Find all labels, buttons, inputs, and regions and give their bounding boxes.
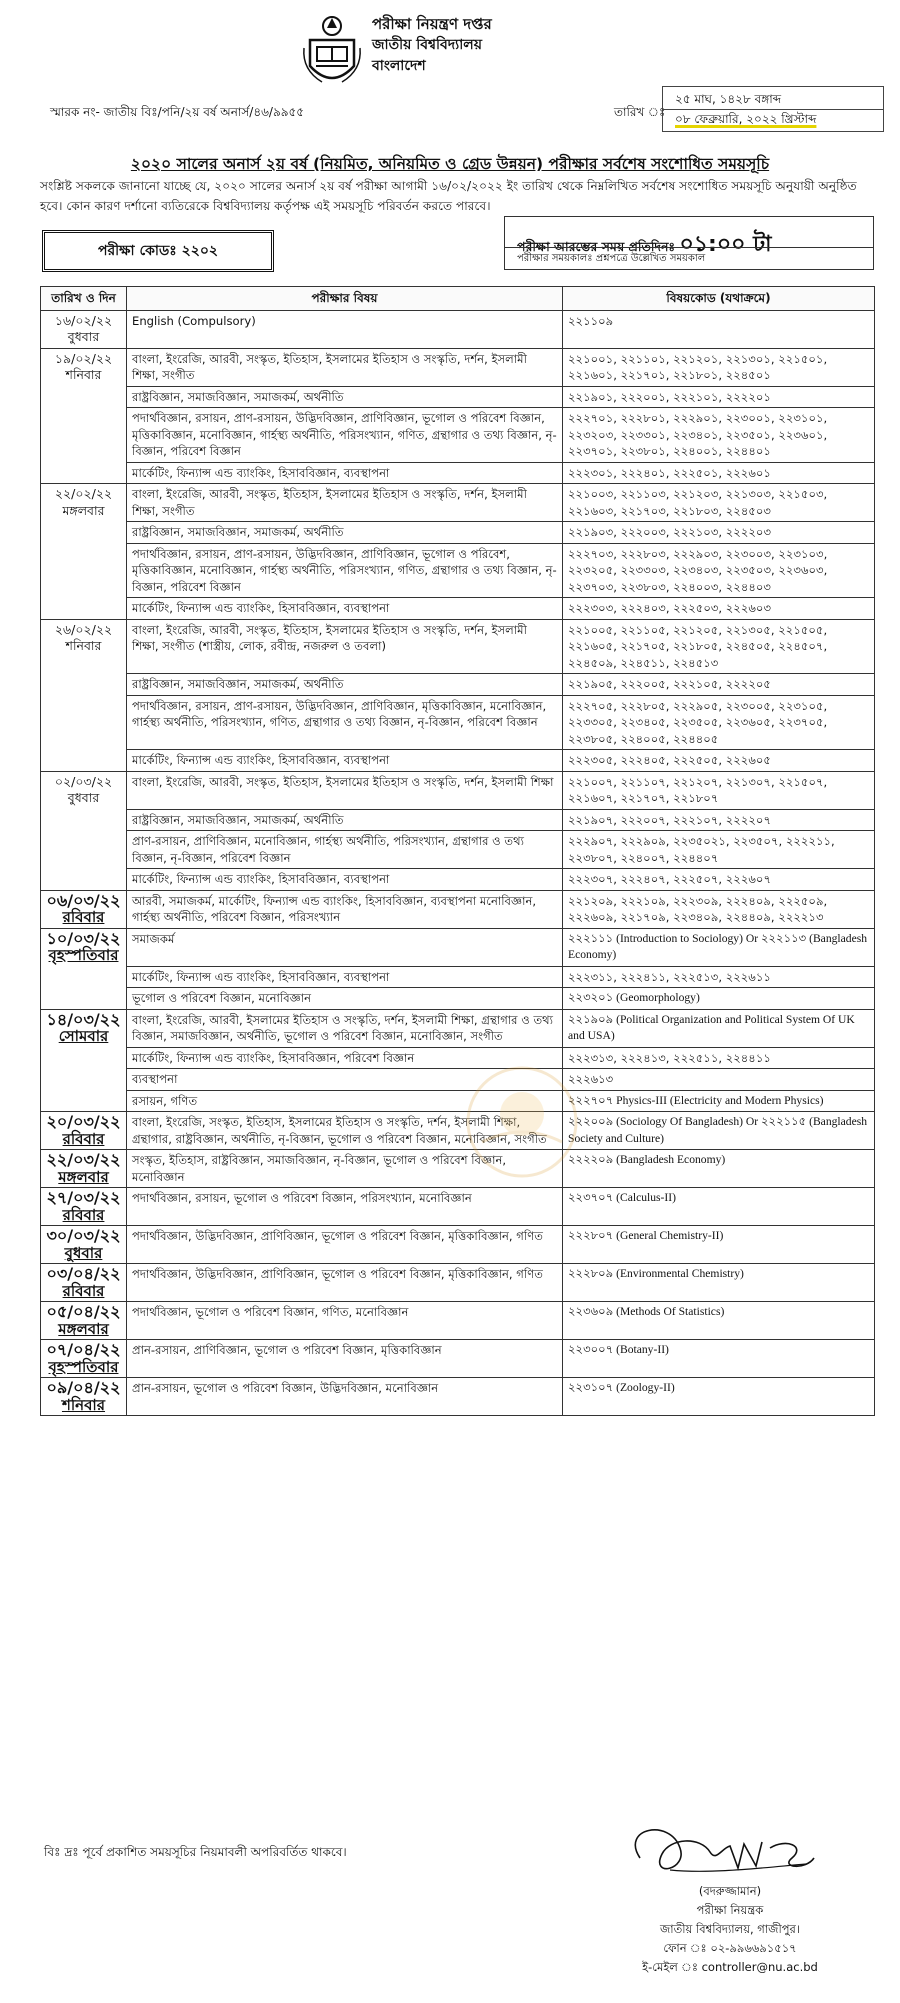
- exam-date: ২২/০২/২২: [54, 486, 113, 501]
- subject-cell: আরবী, সমাজকর্ম, মার্কেটিং, ফিন্যান্স এন্ড ব্যাংকিং, হিসাববিজ্ঞান, ব্যবস্থাপনা মনোবিজ্ঞান, গার্হস্থ্য অর্থনীতি, পরিবেশ বিজ্ঞান, পরিসংখ্যান: [127, 890, 563, 928]
- office-name-block: [372, 14, 492, 77]
- subject-code-cell: ২২২৮০৯ (Environmental Chemistry): [563, 1264, 875, 1302]
- date-cell: [41, 1226, 127, 1264]
- date-cell: [41, 619, 127, 771]
- date-cell: [41, 348, 127, 484]
- subject-code-cell: ২২২৮০৭ (General Chemistry-II): [563, 1226, 875, 1264]
- subject-cell: ব্যবস্থাপনা: [127, 1069, 563, 1091]
- exam-day: রবিবার: [62, 1129, 105, 1148]
- table-row: [41, 1378, 875, 1416]
- subject-cell: পদার্থবিজ্ঞান, রসায়ন, প্রাণ-রসায়ন, উদ্ভিদবিজ্ঞান, প্রাণিবিজ্ঞান, ভূগোল ও পরিবেশ বিজ্ঞান, মৃত্তিকাবিজ্ঞান, মনোবিজ্ঞান, গার্হস্থ্য অর্থনীতি, পরিসংখ্যান, গণিত, গ্রন্থাগার ও তথ্য বিজ্ঞান, নৃ-বিজ্ঞান, পরিবেশ বিজ্ঞান: [127, 408, 563, 463]
- exam-day: বুধবার: [67, 790, 100, 805]
- subject-cell: পদার্থবিজ্ঞান, ভূগোল ও পরিবেশ বিজ্ঞান, গণিত, মনোবিজ্ঞান: [127, 1302, 563, 1340]
- subject-code-cell: ২২২৭০৩, ২২২৮০৩, ২২২৯০৩, ২২৩০০৩, ২২৩১০৩, ২২৩২০৫, ২২৩৩০৩, ২২৩৪০৩, ২২৩৫০৩, ২২৩৬০৩, ২২৩৭০৩, ২২৩৮০৩, ২২৪০০৩, ২২৪৪০৩: [563, 543, 875, 598]
- exam-date: ২২/০৩/২২: [46, 1150, 121, 1169]
- header-subject: পরীক্ষার বিষয়: [127, 287, 563, 311]
- subject-code-cell: ২২২৭০১, ২২২৮০১, ২২২৯০১, ২২৩০০১, ২২৩১০১, ২২৩২০৩, ২২৩৩০১, ২২৩৪০১, ২২৩৫০১, ২২৩৬০১, ২২৩৭০১, ২২৩৮০১, ২২৪০০১, ২২৪৪০১: [563, 408, 875, 463]
- subject-code-cell: ২২৩১০৭ (Zoology-II): [563, 1378, 875, 1416]
- subject-code-cell: ২২১৯০৫, ২২২০০৫, ২২২১০৫, ২২২২০৫: [563, 674, 875, 696]
- subject-code-cell: ২২২৭০৭ Physics-III (Electricity and Modern Physics): [563, 1090, 875, 1112]
- date-english: ০৮ ফেব্রুয়ারি, ২০২২ খ্রিস্টাব্দ: [675, 112, 817, 126]
- subject-cell: বাংলা, ইংরেজি, আরবী, সংস্কৃত, ইতিহাস, ইসলামের ইতিহাস ও সংস্কৃতি, দর্শন, ইসলামী শিক্ষা, সংগীত: [127, 348, 563, 386]
- date-cell: [41, 484, 127, 620]
- schedule-title: ২০২০ সালের অনার্স ২য় বর্ষ (নিয়মিত, অনিয়মিত ও গ্রেড উন্নয়ন) পরীক্ষার সর্বশেষ সংশোধিত সময়সূচি: [130, 155, 770, 173]
- university-logo-icon: [300, 14, 364, 90]
- subject-code-cell: ২২৩২০১ (Geomorphology): [563, 988, 875, 1010]
- exam-date: ০৬/০৩/২২: [46, 890, 121, 910]
- subject-cell: রাষ্ট্রবিজ্ঞান, সমাজবিজ্ঞান, সমাজকর্ম, অর্থনীতি: [127, 522, 563, 544]
- subject-code-cell: ২২২৩০১, ২২২৪০১, ২২২৫০১, ২২২৬০১: [563, 462, 875, 484]
- date-cell: [41, 890, 127, 928]
- table-row: [41, 869, 875, 891]
- exam-day: রবিবার: [62, 1205, 105, 1224]
- signatory-phone: ফোন ঃ ০২-৯৯৬৬৯১৫১৭: [663, 1941, 797, 1955]
- subject-code-cell: ২২২১১১ (Introduction to Sociology) Or ২২২১১৩ (Bangladesh Economy): [563, 928, 875, 966]
- table-row: [41, 831, 875, 869]
- subject-code-cell: ২২২৯০৭, ২২২৯০৯, ২২৩৫০২১, ২২৩৫০৭, ২২২২১১, ২২৩৮০৭, ২২৪০০৭, ২২৪৪০৭: [563, 831, 875, 869]
- signatory-name: (বদরুজ্জামান): [698, 1884, 762, 1898]
- exam-day: শনিবার: [65, 367, 102, 382]
- subject-cell: সংস্কৃত, ইতিহাস, রাষ্ট্রবিজ্ঞান, সমাজবিজ্ঞান, নৃ-বিজ্ঞান, ভূগোল ও পরিবেশ বিজ্ঞান, মনোবিজ্ঞান: [127, 1150, 563, 1188]
- subject-cell: বাংলা, ইংরেজি, সংস্কৃত, ইতিহাস, ইসলামের ইতিহাস ও সংস্কৃতি, দর্শন, ইসলামী শিক্ষা, গ্রন্থাগার, রাষ্ট্রবিজ্ঞান, অর্থনীতি, নৃ-বিজ্ঞান, ভূগোল ও পরিবেশ বিজ্ঞান, মনোবিজ্ঞান, সংগীত: [127, 1112, 563, 1150]
- exam-date: ২৬/০২/২২: [54, 621, 113, 637]
- table-row: [41, 1112, 875, 1150]
- subject-cell: পদার্থবিজ্ঞান, উদ্ভিদবিজ্ঞান, প্রাণিবিজ্ঞান, ভূগোল ও পরিবেশ বিজ্ঞান, মৃত্তিকাবিজ্ঞান, গণিত: [127, 1264, 563, 1302]
- date-cell: [41, 1009, 127, 1112]
- table-row: [41, 484, 875, 522]
- subject-code-cell: ২২২৩১১, ২২২৪১১, ২২২৫১৩, ২২২৬১১: [563, 966, 875, 988]
- subject-cell: মার্কেটিং, ফিন্যান্স এন্ড ব্যাংকিং, হিসাববিজ্ঞান, পরিবেশ বিজ্ঞান: [127, 1047, 563, 1069]
- letterhead: [0, 8, 900, 92]
- subject-cell: বাংলা, ইংরেজি, আরবী, ইসলামের ইতিহাস ও সংস্কৃতি, দর্শন, ইসলামী শিক্ষা, গ্রন্থাগার ও তথ্য বিজ্ঞান, সমাজবিজ্ঞান, অর্থনীতি, ভূগোল ও পরিবেশ বিজ্ঞান, মনোবিজ্ঞান, সংগীত: [127, 1009, 563, 1047]
- table-row: [41, 771, 875, 809]
- table-row: [41, 695, 875, 750]
- exam-day: বুধবার: [67, 329, 100, 344]
- subject-cell: মার্কেটিং, ফিন্যান্স এন্ড ব্যাংকিং, হিসাববিজ্ঞান, ব্যবস্থাপনা: [127, 750, 563, 772]
- subject-cell: পদার্থবিজ্ঞান, উদ্ভিদবিজ্ঞান, প্রাণিবিজ্ঞান, ভূগোল ও পরিবেশ বিজ্ঞান, মৃত্তিকাবিজ্ঞান, গণিত: [127, 1226, 563, 1264]
- subject-cell: সমাজকর্ম: [127, 928, 563, 966]
- subject-cell: মার্কেটিং, ফিন্যান্স এন্ড ব্যাংকিং, হিসাববিজ্ঞান, ব্যবস্থাপনা: [127, 462, 563, 484]
- subject-code-cell: ২২১০০১, ২২১১০১, ২২১২০১, ২২১৩০১, ২২১৫০১, ২২১৬০১, ২২১৭০১, ২২১৮০১, ২২৪৫০১: [563, 348, 875, 386]
- subject-code-cell: ২২২২০৯ (Bangladesh Economy): [563, 1150, 875, 1188]
- subject-cell: মার্কেটিং, ফিন্যান্স এন্ড ব্যাংকিং, হিসাববিজ্ঞান, ব্যবস্থাপনা: [127, 869, 563, 891]
- table-row: [41, 750, 875, 772]
- memo-reference: স্মারক নং- জাতীয় বিঃ/পনি/২য় বর্ষ অনার্স/৪৬/৯৯৫৫: [50, 105, 305, 119]
- subject-cell: প্রান-রসায়ন, প্রাণিবিজ্ঞান, ভূগোল ও পরিবেশ বিজ্ঞান, মৃত্তিকাবিজ্ঞান: [127, 1340, 563, 1378]
- table-row: [41, 988, 875, 1010]
- exam-date: ০২/০৩/২২: [54, 773, 113, 789]
- subject-cell: রাষ্ট্রবিজ্ঞান, সমাজবিজ্ঞান, সমাজকর্ম, অর্থনীতি: [127, 386, 563, 408]
- date-cell: [41, 1150, 127, 1188]
- exam-day: বৃহস্পতিবার: [48, 1357, 119, 1376]
- subject-cell: প্রাণ-রসায়ন, প্রাণিবিজ্ঞান, মনোবিজ্ঞান, গার্হস্থ্য অর্থনীতি, পরিসংখ্যান, গ্রন্থাগার ও তথ্য বিজ্ঞান, নৃ-বিজ্ঞান, পরিবেশ বিজ্ঞান: [127, 831, 563, 869]
- date-cell: [41, 1188, 127, 1226]
- subject-cell: বাংলা, ইংরেজি, আরবী, সংস্কৃত, ইতিহাস, ইসলামের ইতিহাস ও সংস্কৃতি, দর্শন, ইসলামী শিক্ষা: [127, 771, 563, 809]
- exam-day: শনিবার: [65, 638, 102, 653]
- watermark-logo-icon: [462, 1062, 582, 1182]
- table-row: [41, 1150, 875, 1188]
- university-name: জাতীয় বিশ্ববিদ্যালয়: [372, 37, 482, 53]
- exam-date: ০৯/০৪/২২: [46, 1378, 121, 1397]
- exam-time-value: ০১:০০ টা: [679, 232, 772, 257]
- table-row: [41, 598, 875, 620]
- footnote: বিঃ দ্রঃ পূর্বে প্রকাশিত সময়সূচির নিয়মাবলী অপরিবর্তিত থাকবে।: [44, 1845, 347, 1859]
- date-cell: [41, 310, 127, 348]
- subject-code-cell: ২২১৯০৯ (Political Organization and Political System Of UK and USA): [563, 1009, 875, 1047]
- exam-day: মঙ্গলবার: [58, 1319, 109, 1338]
- table-row: [41, 966, 875, 988]
- office-name: পরীক্ষা নিয়ন্ত্রণ দপ্তর: [372, 15, 492, 33]
- subject-cell: রসায়ন, গণিত: [127, 1090, 563, 1112]
- exam-day: মঙ্গলবার: [62, 502, 105, 518]
- subject-code-cell: ২২২৩০৩, ২২২৪০৩, ২২২৫০৩, ২২২৬০৩: [563, 598, 875, 620]
- table-row: [41, 1090, 875, 1112]
- subject-code-cell: ২২১০০৩, ২২১১০৩, ২২১২০৩, ২২১৩০৩, ২২১৫০৩, ২২১৬০৩, ২২১৭০৩, ২২১৮০৩, ২২৪৫০৩: [563, 484, 875, 522]
- header-date: তারিখ ও দিন: [41, 287, 127, 311]
- exam-time-box: [504, 216, 874, 270]
- table-row: [41, 543, 875, 598]
- exam-day: বৃহস্পতিবার: [48, 946, 119, 964]
- table-row: [41, 619, 875, 674]
- exam-code-box: পরীক্ষা কোডঃ ২২০২: [42, 230, 274, 272]
- exam-date: ১৪/০৩/২২: [46, 1009, 121, 1029]
- subject-code-cell: ২২৩৭০৭ (Calculus-II): [563, 1188, 875, 1226]
- header-code: বিষয়কোড (যথাক্রমে): [563, 287, 875, 311]
- date-cell: [41, 1264, 127, 1302]
- subject-code-cell: ২২১৯০৭, ২২২০০৭, ২২২১০৭, ২২২২০৭: [563, 809, 875, 831]
- table-row: [41, 928, 875, 966]
- subject-cell: রাষ্ট্রবিজ্ঞান, সমাজবিজ্ঞান, সমাজকর্ম, অর্থনীতি: [127, 809, 563, 831]
- date-cell: [41, 1112, 127, 1150]
- subject-cell: ভূগোল ও পরিবেশ বিজ্ঞান, মনোবিজ্ঞান: [127, 988, 563, 1010]
- notice-text: সংশ্লিষ্ট সকলকে জানানো যাচ্ছে যে, ২০২০ সালের অনার্স ২য় বর্ষ পরীক্ষা আগামী ১৬/০২/২০২২ ইং তারিখ থেকে নিম্নলিখিত সর্বশেষ সংশোধিত সময়সূচি অনুযায়ী অনুষ্ঠিত হবে। কোন কারণ দর্শানো ব্যতিরেকে বিশ্ববিদ্যালয় কর্তৃপক্ষ এই সময়সূচি পরিবর্তন করতে পারবে।: [40, 179, 857, 213]
- signatory-designation: পরীক্ষা নিয়ন্ত্রক: [696, 1903, 764, 1917]
- table-row: [41, 1226, 875, 1264]
- exam-date: ০৫/০৪/২২: [46, 1302, 121, 1321]
- subject-code-cell: ২২২৩১৩, ২২২৪১৩, ২২২৫১১, ২২৪৪১১: [563, 1047, 875, 1069]
- subject-code-cell: ২২১১০৯: [563, 310, 875, 348]
- date-cell: [41, 1378, 127, 1416]
- exam-date: ১০/০৩/২২: [46, 928, 121, 948]
- exam-date: ১৬/০২/২২: [54, 312, 113, 328]
- table-row: [41, 462, 875, 484]
- signatory-university: জাতীয় বিশ্ববিদ্যালয়, গাজীপুর।: [660, 1922, 800, 1936]
- table-row: [41, 1047, 875, 1069]
- table-row: [41, 310, 875, 348]
- exam-day: বুধবার: [64, 1243, 103, 1262]
- subject-code-cell: ২২২৩০৭, ২২২৪০৭, ২২২৫০৭, ২২২৬০৭: [563, 869, 875, 891]
- subject-cell: পদার্থবিজ্ঞান, রসায়ন, ভূগোল ও পরিবেশ বিজ্ঞান, পরিসংখ্যান, মনোবিজ্ঞান: [127, 1188, 563, 1226]
- exam-date: ২৭/০৩/২২: [46, 1188, 121, 1207]
- subject-code-cell: ২২১০০৭, ২২১১০৭, ২২১২০৭, ২২১৩০৭, ২২১৫০৭, ২২১৬০৭, ২২১৭০৭, ২২১৮০৭: [563, 771, 875, 809]
- table-row: [41, 1009, 875, 1047]
- table-row: [41, 386, 875, 408]
- table-row: [41, 1302, 875, 1340]
- subject-code-cell: ২২২৭০৫, ২২২৮০৫, ২২২৯০৫, ২২৩০০৫, ২২৩১০৫, ২২৩৩০৫, ২২৩৪০৫, ২২৩৫০৫, ২২৩৬০৫, ২২৩৭০৫, ২২৩৮০৫, ২২৪০০৫, ২২৪৪০৫: [563, 695, 875, 750]
- exam-date: ৩০/০৩/২২: [46, 1226, 121, 1245]
- subject-code-cell: ২২৩৬০৯ (Methods Of Statistics): [563, 1302, 875, 1340]
- exam-schedule-table: [40, 286, 875, 1416]
- subject-code-cell: ২২১৯০১, ২২২০০১, ২২২১০১, ২২২২০১: [563, 386, 875, 408]
- table-row: [41, 408, 875, 463]
- subject-cell: English (Compulsory): [127, 310, 563, 348]
- subject-cell: মার্কেটিং, ফিন্যান্স এন্ড ব্যাংকিং, হিসাববিজ্ঞান, ব্যবস্থাপনা: [127, 966, 563, 988]
- table-row: [41, 522, 875, 544]
- table-header-row: [41, 287, 875, 311]
- table-row: [41, 1264, 875, 1302]
- exam-day: মঙ্গলবার: [58, 1167, 109, 1186]
- exam-time-label: পরীক্ষা আরম্ভের সময় প্রতিদিনঃ: [517, 239, 676, 254]
- table-row: [41, 1188, 875, 1226]
- subject-cell: বাংলা, ইংরেজি, আরবী, সংস্কৃত, ইতিহাস, ইসলামের ইতিহাস ও সংস্কৃতি, দর্শন, ইসলামী শিক্ষা, সংগীত: [127, 484, 563, 522]
- subject-cell: পদার্থবিজ্ঞান, রসায়ন, প্রাণ-রসায়ন, উদ্ভিদবিজ্ঞান, প্রাণিবিজ্ঞান, ভূগোল ও পরিবেশ, মৃত্তিকাবিজ্ঞান, মনোবিজ্ঞান, গার্হস্থ্য অর্থনীতি, পরিসংখ্যান, গণিত, গ্রন্থাগার ও তথ্য বিজ্ঞান, নৃ-বিজ্ঞান, পরিবেশ বিজ্ঞান: [127, 543, 563, 598]
- date-box: [662, 86, 884, 132]
- subject-code-cell: ২২৩০০৭ (Botany-II): [563, 1340, 875, 1378]
- subject-code-cell: ২২১০০৫, ২২১১০৫, ২২১২০৫, ২২১৩০৫, ২২১৫০৫, ২২১৬০৫, ২২১৭০৫, ২২১৮০৫, ২২৪৫০৫, ২২৪৫০৭, ২২৪৫০৯, ২২৪৫১১, ২২৪৫১৩: [563, 619, 875, 674]
- signature-icon: [610, 1818, 820, 1886]
- table-row: [41, 348, 875, 386]
- signatory-block: [580, 1882, 880, 1977]
- exam-date: ০৭/০৪/২২: [46, 1340, 121, 1359]
- date-cell: [41, 1340, 127, 1378]
- table-row: [41, 674, 875, 696]
- subject-cell: বাংলা, ইংরেজি, আরবী, সংস্কৃত, ইতিহাস, ইসলামের ইতিহাস ও সংস্কৃতি, দর্শন, ইসলামী শিক্ষা, সংগীত (শাস্ত্রীয়, লোক, রবীন্দ্র, নজরুল ও তবলা): [127, 619, 563, 674]
- exam-day: রবিবার: [62, 1281, 105, 1300]
- exam-date: ১৯/০২/২২: [54, 350, 113, 366]
- subject-cell: রাষ্ট্রবিজ্ঞান, সমাজবিজ্ঞান, সমাজকর্ম, অর্থনীতি: [127, 674, 563, 696]
- date-cell: [41, 928, 127, 1009]
- subject-code-cell: ২২২০০৯ (Sociology Of Bangladesh) Or ২২২১১৫ (Bangladesh Society and Culture): [563, 1112, 875, 1150]
- table-row: [41, 809, 875, 831]
- subject-cell: পদার্থবিজ্ঞান, রসায়ন, প্রাণ-রসায়ন, উদ্ভিদবিজ্ঞান, প্রাণিবিজ্ঞান, মৃত্তিকাবিজ্ঞান, মনোবিজ্ঞান, গার্হস্থ্য অর্থনীতি, পরিসংখ্যান, গণিত, গ্রন্থাগার ও তথ্য বিজ্ঞান, নৃ-বিজ্ঞান, পরিবেশ বিজ্ঞান: [127, 695, 563, 750]
- table-row: [41, 890, 875, 928]
- subject-cell: মার্কেটিং, ফিন্যান্স এন্ড ব্যাংকিং, হিসাববিজ্ঞান, ব্যবস্থাপনা: [127, 598, 563, 620]
- date-bangla: ২৫ মাঘ, ১৪২৮ বঙ্গাব্দ: [675, 92, 782, 106]
- subject-code-cell: ২২১২০৯, ২২২১০৯, ২২২৩০৯, ২২২৪০৯, ২২২৫০৯, ২২২৬০৯, ২২১৭০৯, ২২৩৪০৯, ২২৪৪০৯, ২২২২১৩: [563, 890, 875, 928]
- subject-code-cell: ২২২৩০৫, ২২২৪০৫, ২২২৫০৫, ২২২৬০৫: [563, 750, 875, 772]
- exam-duration-note: পরীক্ষার সময়কালঃ প্রশ্নপত্রে উল্লেখিত সময়কাল: [517, 253, 706, 264]
- table-row: [41, 1069, 875, 1091]
- exam-date: ০৩/০৪/২২: [46, 1264, 121, 1283]
- schedule-body: [41, 310, 875, 1416]
- date-cell: [41, 1302, 127, 1340]
- country-name: বাংলাদেশ: [372, 58, 426, 74]
- date-label: তারিখ ঃ: [614, 105, 666, 119]
- exam-day: সোমবার: [58, 1027, 109, 1045]
- subject-code-cell: ২২১৯০৩, ২২২০০৩, ২২২১০৩, ২২২২০৩: [563, 522, 875, 544]
- subject-code-cell: ২২২৬১৩: [563, 1069, 875, 1091]
- subject-cell: প্রান-রসায়ন, ভূগোল ও পরিবেশ বিজ্ঞান, উদ্ভিদবিজ্ঞান, মনোবিজ্ঞান: [127, 1378, 563, 1416]
- exam-date: ২০/০৩/২২: [46, 1112, 121, 1131]
- signatory-email: ই-মেইল ঃ controller@nu.ac.bd: [642, 1960, 818, 1974]
- exam-day: শনিবার: [61, 1395, 106, 1414]
- exam-day: রবিবার: [62, 908, 105, 926]
- table-row: [41, 1340, 875, 1378]
- date-cell: [41, 771, 127, 890]
